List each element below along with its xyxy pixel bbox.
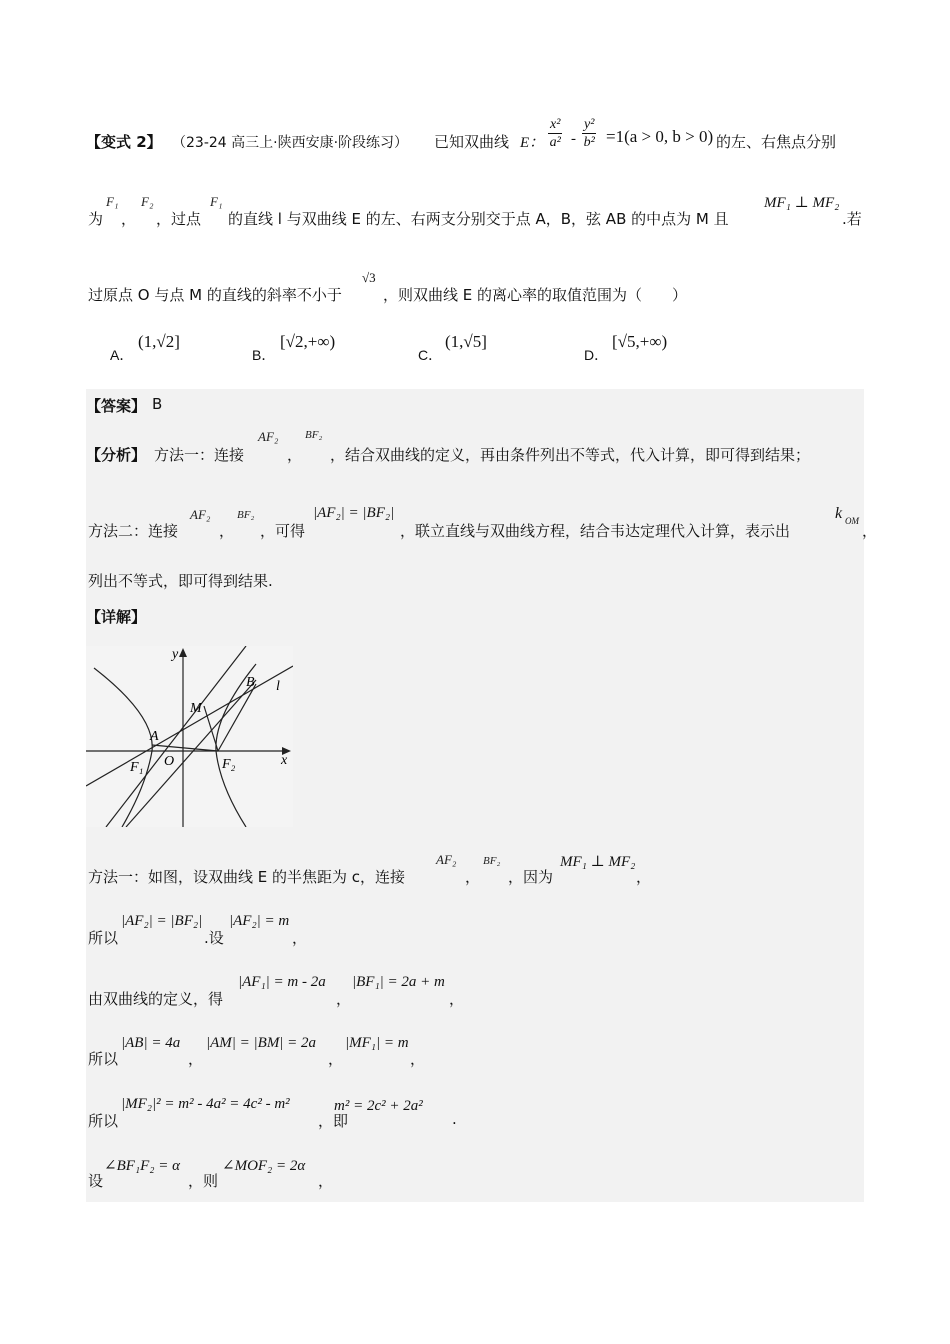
answer-label: 【答案】	[86, 397, 147, 415]
hyperbola-left-branch	[94, 668, 152, 827]
option-a-label[interactable]: A．	[110, 347, 134, 363]
segment-bf2-3: BF₂	[483, 855, 501, 867]
step-6-equation-2: ∠MOF₂ = 2α	[222, 1158, 306, 1174]
step-4-equation-2: |AM| = |BM| = 2a	[206, 1035, 317, 1051]
comma: ，	[328, 1050, 344, 1068]
label-x: x	[281, 753, 288, 768]
analysis-text-2c: ，联立直线与双曲线方程，结合韦达定理代入计算，表示出	[400, 522, 791, 540]
frac-num-x: x²	[550, 117, 561, 132]
detail-step-5b: ，即	[318, 1112, 349, 1130]
sqrt-3: √3	[362, 270, 376, 285]
step-2-equation-1: |AF₂| = |BF₂|	[121, 913, 203, 929]
detail-step-2-end: ，	[292, 929, 308, 947]
minus-sign: -	[571, 131, 576, 147]
question-text-1-end: 的左、右焦点分别	[716, 133, 837, 151]
detail-step-2a: 所以	[88, 929, 119, 947]
detail-step-6a: 设	[88, 1172, 104, 1190]
comma: ，	[121, 210, 137, 228]
detail-step-1b: ，因为	[508, 868, 554, 886]
label-a: A	[150, 729, 159, 744]
question-source: （23-24 高三上·陕西安康·阶段练习）	[172, 135, 409, 151]
detail-label: 【详解】	[86, 608, 147, 626]
detail-step-1-end: ，	[636, 868, 652, 886]
segment-af2-3: AF₂	[436, 852, 457, 867]
label-f2: F₂	[141, 194, 154, 209]
hyperbola-diagram	[86, 646, 293, 827]
label-y: y	[172, 647, 179, 662]
step-3-equation-2: |BF₁| = 2a + m	[352, 974, 445, 990]
line-auxiliary	[106, 646, 246, 827]
label-f1: F₁	[130, 760, 144, 775]
curve-e: E：	[520, 135, 545, 151]
comma: ，	[188, 1050, 204, 1068]
segment-bf2: BF₂	[305, 429, 323, 441]
comma: ，	[862, 522, 878, 540]
option-d-value[interactable]: [√5,+∞)	[612, 332, 668, 351]
segment-f2-b	[218, 684, 256, 751]
slope-k-sub: OM	[845, 516, 859, 526]
label-b: B	[246, 675, 255, 690]
detail-step-5a: 所以	[88, 1112, 119, 1130]
label-m: M	[190, 701, 202, 716]
segment-af2-2: AF₂	[190, 507, 211, 522]
comma: ，	[219, 522, 235, 540]
segment-m-f2	[204, 706, 218, 751]
equation-condition: =1(a > 0, b > 0)	[606, 127, 714, 146]
detail-step-3a: 由双曲线的定义，得	[88, 990, 224, 1008]
frac-num-y: y²	[584, 117, 595, 132]
label-l: l	[276, 679, 280, 694]
question-text-2b: ，过点	[156, 210, 202, 228]
detail-step-6b: ，则	[188, 1172, 219, 1190]
comma: ，	[287, 446, 303, 464]
detail-step-1a: 方法一：如图，设双曲线 E 的半焦距为 c，连接	[88, 868, 406, 886]
step-4-equation-1: |AB| = 4a	[121, 1035, 181, 1051]
option-c-label[interactable]: C．	[418, 347, 443, 363]
question-text-3a: 过原点 O 与点 M 的直线的斜率不小于	[88, 286, 342, 304]
question-text-1: 已知双曲线	[434, 133, 510, 151]
option-c-value[interactable]: (1,√5]	[445, 332, 487, 351]
analysis-label: 【分析】	[86, 446, 147, 464]
answer-value: B	[152, 395, 163, 413]
label-f1: F₁	[106, 194, 119, 209]
segment-af2: AF₂	[258, 429, 279, 444]
hyperbola-figure	[86, 646, 293, 827]
comma: ，	[465, 868, 481, 886]
label-f1-point: F₁	[210, 194, 223, 209]
fraction-x-a	[548, 116, 562, 151]
question-text-3b: ，则双曲线 E 的离心率的取值范围为（ ）	[383, 286, 688, 304]
question-tag: 【变式 2】	[86, 133, 162, 151]
option-d-label[interactable]: D．	[584, 347, 609, 363]
detail-step-5-end: .	[452, 1110, 457, 1128]
label-f2: F₂	[222, 757, 236, 772]
detail-step-4a: 所以	[88, 1050, 119, 1068]
analysis-text-1a: 方法一：连接	[154, 446, 245, 464]
detail-step-3-end: ，	[449, 990, 465, 1008]
y-axis-arrow	[179, 648, 187, 657]
step-4-equation-3: |MF₁| = m	[345, 1035, 409, 1051]
step-6-equation-1: ∠BF₁F₂ = α	[104, 1158, 180, 1174]
question-text-2c: 的直线 l 与双曲线 E 的左、右两支分别交于点 A，B，弦 AB 的中点为 M 且	[228, 210, 729, 228]
analysis-text-2a: 方法二：连接	[88, 522, 179, 540]
analysis-text-2b: ，可得	[260, 522, 306, 540]
step-5-equation-1: |MF₂|² = m² - 4a² = 4c² - m²	[121, 1096, 290, 1112]
analysis-text-1b: ，结合双曲线的定义，再由条件列出不等式，代入计算，即可得到结果；	[330, 446, 811, 464]
question-text-2d: .若	[842, 210, 862, 228]
equal-segments: |AF₂| = |BF₂|	[313, 505, 395, 521]
label-o: O	[164, 754, 175, 769]
segment-a-f2	[152, 745, 218, 751]
question-text-2a: 为	[88, 210, 104, 228]
comma: ，	[336, 990, 352, 1008]
fraction-y-b	[582, 116, 596, 151]
option-a-value[interactable]: (1,√2]	[138, 332, 180, 351]
line-l	[86, 666, 293, 786]
frac-den-b: b²	[583, 135, 595, 150]
step-3-equation-1: |AF₁| = m - 2a	[238, 974, 326, 990]
frac-den-a: a²	[549, 135, 561, 150]
perpendicular-condition: MF₁ ⊥ MF₂	[764, 195, 840, 211]
detail-step-2b: .设	[204, 929, 224, 947]
option-b-value[interactable]: [√2,+∞)	[280, 332, 336, 351]
step-2-equation-2: |AF₂| = m	[229, 913, 290, 929]
step-5-equation-2: m² = 2c² + 2a²	[334, 1098, 423, 1114]
analysis-text-3: 列出不等式，即可得到结果.	[88, 572, 273, 590]
option-b-label[interactable]: B．	[252, 347, 276, 363]
slope-k: k	[835, 505, 843, 522]
detail-step-4-end: ，	[410, 1050, 426, 1068]
segment-bf2-2: BF₂	[237, 509, 255, 521]
detail-step-6-end: ，	[318, 1172, 334, 1190]
perpendicular-condition-2: MF₁ ⊥ MF₂	[560, 854, 636, 870]
